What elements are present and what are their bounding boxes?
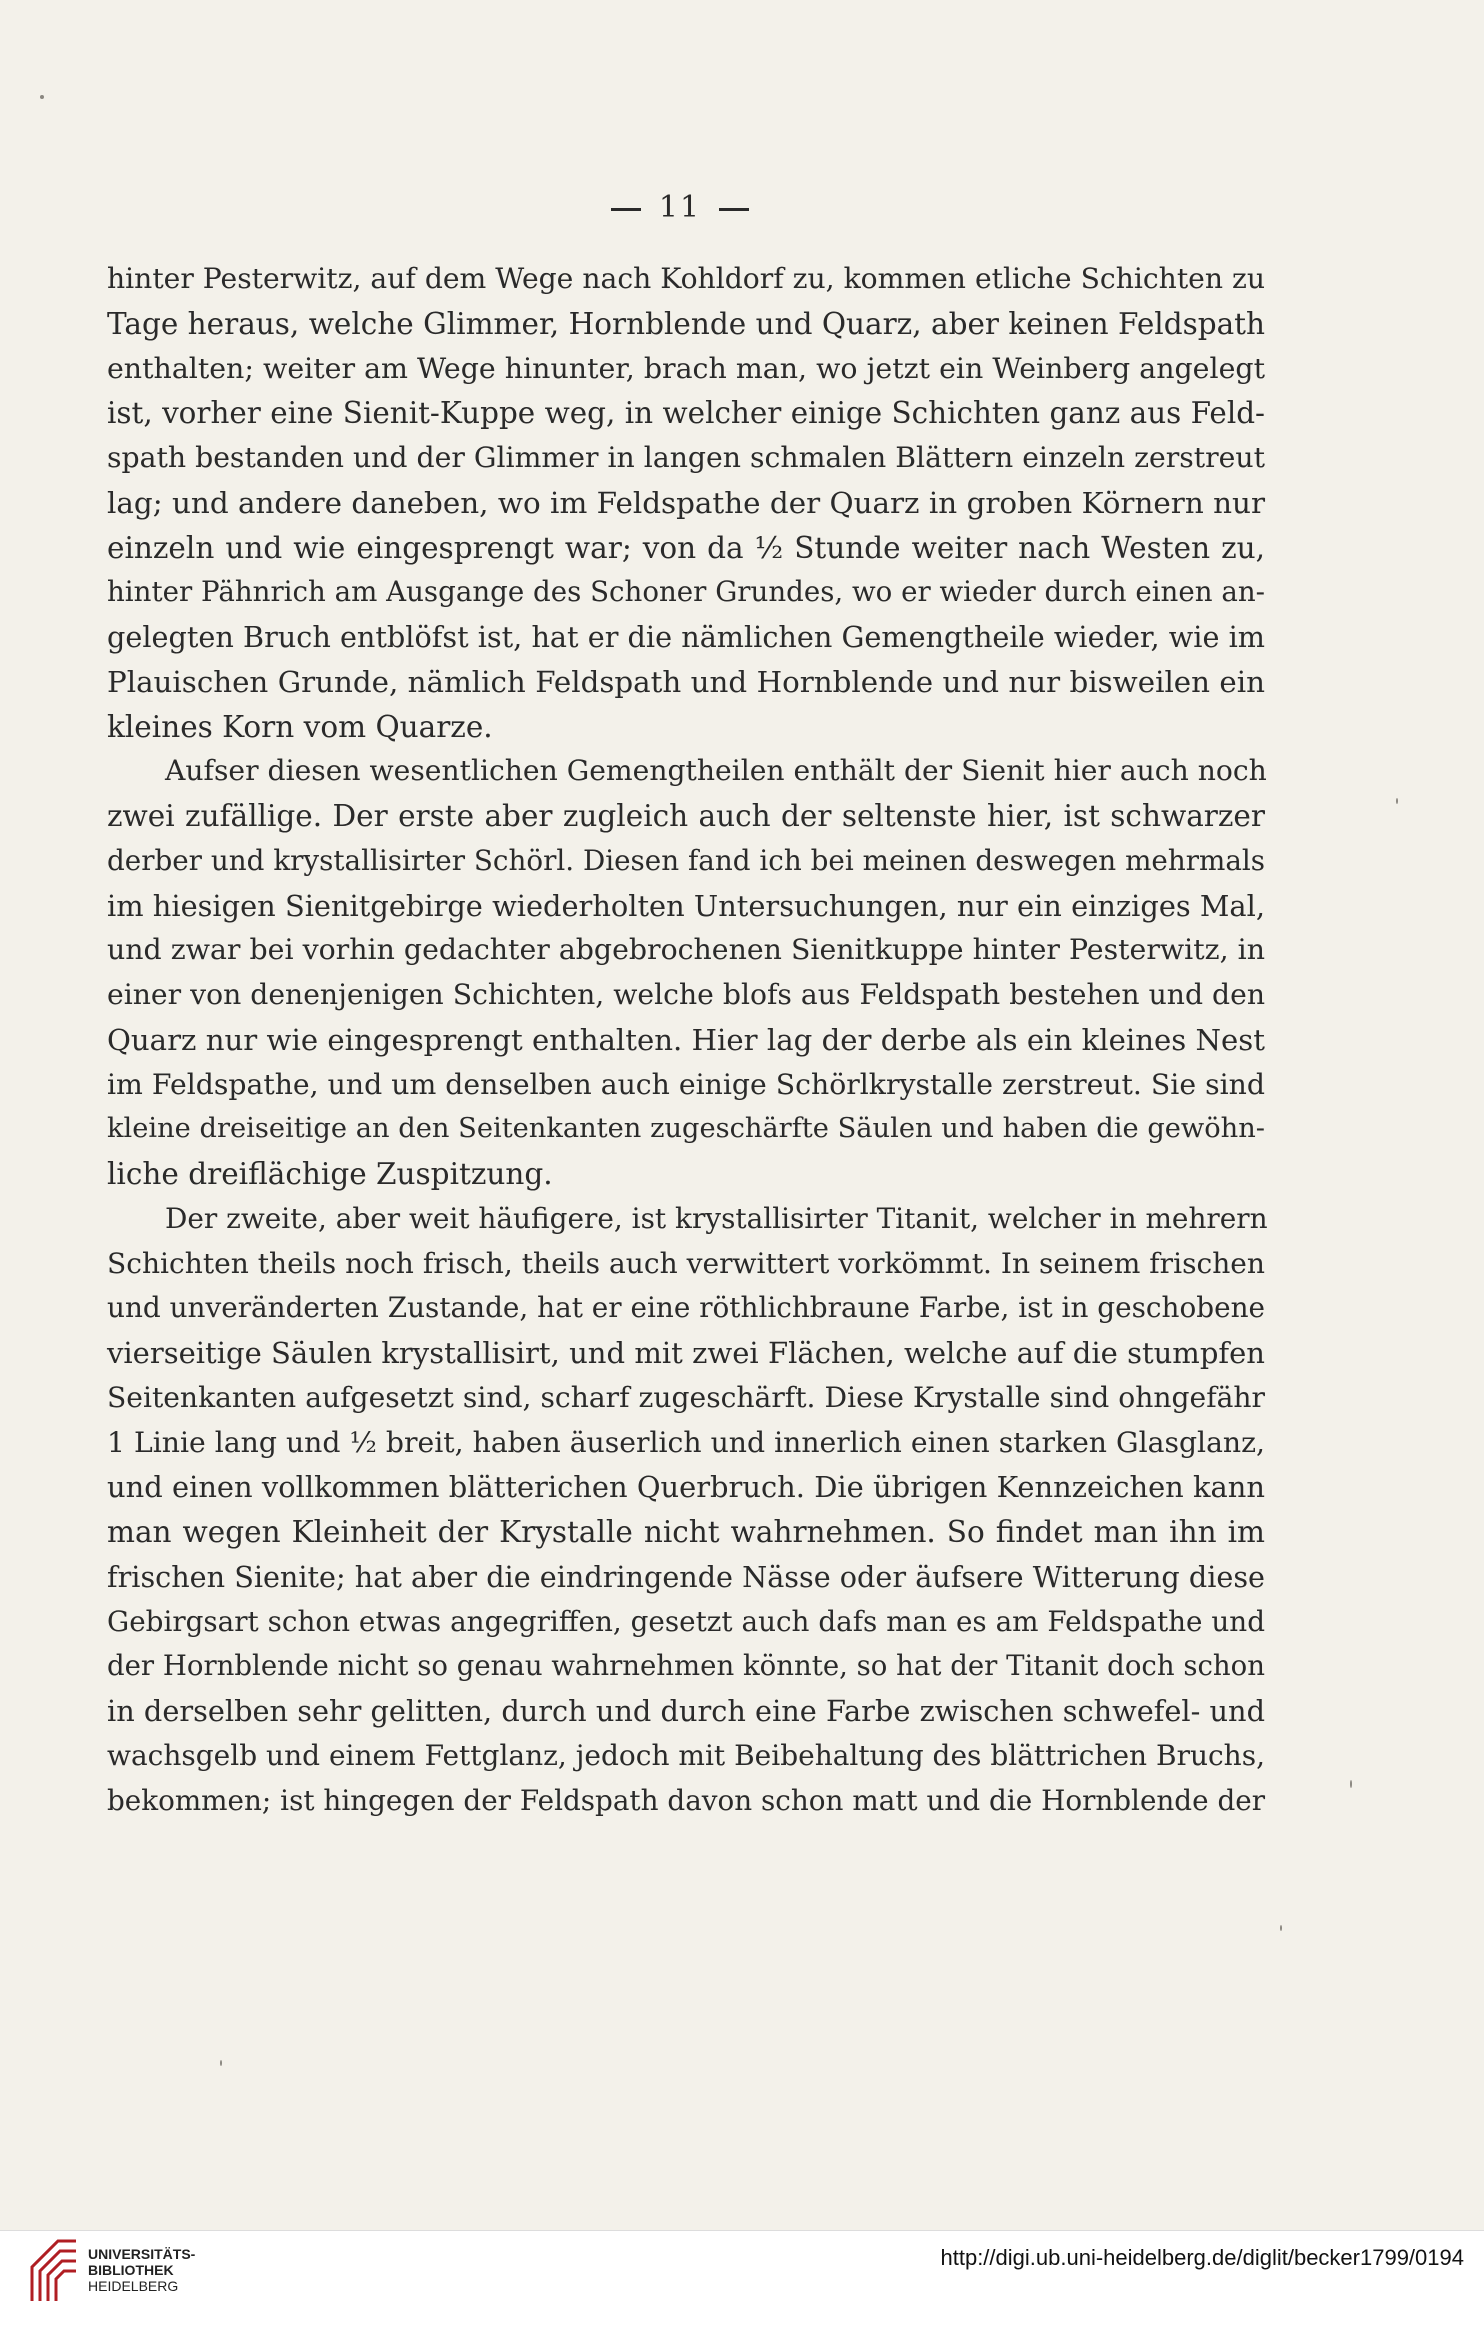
text-line: und zwar bei vorhin gedachter abgebrochenen Sienitkuppe hinter Pesterwitz, in bbox=[107, 933, 1265, 967]
paragraph bbox=[107, 257, 1265, 749]
text-line: Aufser diesen wesentlichen Gemengtheilen enthält der Sienit hier auch noch bbox=[165, 754, 1267, 788]
text-line: der Hornblende nicht so genau wahrnehmen könnte, so hat der Titanit doch schon bbox=[107, 1650, 1265, 1683]
text-line: hinter Pesterwitz, auf dem Wege nach Kohldorf zu, kommen etliche Schichten zu bbox=[107, 262, 1265, 295]
text-line: enthalten; weiter am Wege hinunter, brach man, wo jetzt ein Weinberg angelegt bbox=[107, 351, 1265, 385]
library-name-line: HEIDELBERG bbox=[88, 2278, 179, 2294]
footer-bar bbox=[0, 2230, 1484, 2333]
text-line: lag; und andere daneben, wo im Feldspathe der Quarz in groben Körnern nur bbox=[107, 485, 1265, 520]
text-line: einzeln und wie eingesprengt war; von da ½ Stunde weiter nach Westen zu, bbox=[107, 530, 1265, 565]
text-line: Der zweite, aber weit häufigere, ist krystallisirter Titanit, welcher in mehrern bbox=[165, 1201, 1268, 1235]
text-line: liche dreiflächige Zuspitzung. bbox=[107, 1157, 553, 1191]
text-line: frischen Sienite; hat aber die eindringende Nässe oder äufsere Witterung diese bbox=[107, 1559, 1265, 1594]
text-line: im hiesigen Sienitgebirge wiederholten Untersuchungen, nur ein einziges Mal, bbox=[107, 888, 1265, 923]
text-line: Plauischen Grunde, nämlich Feldspath und Hornblende und nur bisweilen ein bbox=[107, 664, 1265, 699]
text-line: kleines Korn vom Quarze. bbox=[107, 709, 493, 744]
text-line: gelegten Bruch entblöfst ist, hat er die nämlichen Gemengtheile wieder, wie im bbox=[107, 620, 1265, 654]
text-line: hinter Pähnrich am Ausgange des Schoner Grundes, wo er wieder durch einen an- bbox=[107, 575, 1265, 609]
text-line: Schichten theils noch frisch, theils auch verwittert vorkömmt. In seinem frischen bbox=[107, 1246, 1265, 1280]
page-number: 11 bbox=[580, 190, 780, 225]
paper-speck bbox=[1396, 798, 1398, 804]
text-line: spath bestanden und der Glimmer in langen schmalen Blättern einzeln zerstreut bbox=[107, 441, 1265, 474]
text-line: und unveränderten Zustande, hat er eine röthlichbraune Farbe, ist in geschobene bbox=[107, 1291, 1265, 1325]
body-text bbox=[107, 257, 1268, 1823]
paper-speck bbox=[1280, 1925, 1282, 1931]
text-line: 1 Linie lang und ½ breit, haben äuserlich und innerlich einen starken Glasglanz, bbox=[107, 1425, 1265, 1459]
text-line: Gebirgsart schon etwas angegriffen, gesetzt auch dafs man es am Feldspathe und bbox=[107, 1604, 1265, 1638]
text-line: und einen vollkommen blätterichen Querbruch. Die übrigen Kennzeichen kann bbox=[107, 1470, 1265, 1505]
text-line: wachsgelb und einem Fettglanz, jedoch mit Beibehaltung des blättrichen Bruchs, bbox=[107, 1738, 1265, 1772]
library-name-line: BIBLIOTHEK bbox=[88, 2262, 174, 2278]
text-line: in derselben sehr gelitten, durch und durch eine Farbe zwischen schwefel- und bbox=[107, 1694, 1265, 1728]
library-logo-icon bbox=[28, 2237, 80, 2305]
text-line: vierseitige Säulen krystallisirt, und mit zwei Flächen, welche auf die stumpfen bbox=[107, 1336, 1265, 1370]
text-line: man wegen Kleinheit der Krystalle nicht wahrnehmen. So findet man ihn im bbox=[107, 1515, 1265, 1549]
text-line: einer von denenjenigen Schichten, welche blofs aus Feldspath bestehen und den bbox=[107, 978, 1265, 1011]
paper-speck bbox=[220, 2060, 222, 2066]
text-line: Tage heraus, welche Glimmer, Hornblende und Quarz, aber keinen Feldspath bbox=[107, 306, 1265, 341]
text-line: kleine dreiseitige an den Seitenkanten zugeschärfte Säulen und haben die gewöhn- bbox=[107, 1113, 1265, 1145]
paper-speck bbox=[1350, 1780, 1352, 1788]
text-line: im Feldspathe, und um denselben auch einige Schörlkrystalle zerstreut. Sie sind bbox=[107, 1067, 1265, 1101]
library-name-line: UNIVERSITÄTS- bbox=[88, 2246, 196, 2262]
source-url-link[interactable]: http://digi.ub.uni-heidelberg.de/diglit/becker1799/0194 bbox=[940, 2245, 1464, 2270]
text-line: derber und krystallisirter Schörl. Diesen fand ich bei meinen deswegen mehrmals bbox=[107, 843, 1265, 877]
text-line: Quarz nur wie eingesprengt enthalten. Hier lag der derbe als ein kleines Nest bbox=[107, 1022, 1265, 1057]
library-name bbox=[88, 2246, 195, 2294]
text-line: Seitenkanten aufgesetzt sind, scharf zugeschärft. Diese Krystalle sind ohngefähr bbox=[107, 1380, 1265, 1414]
text-line: bekommen; ist hingegen der Feldspath davon schon matt und die Hornblende der bbox=[107, 1783, 1265, 1817]
paragraph bbox=[107, 1197, 1268, 1824]
paper-speck bbox=[40, 95, 44, 99]
text-line: ist, vorher eine Sienit-Kuppe weg, in welcher einige Schichten ganz aus Feld- bbox=[107, 396, 1265, 431]
text-line: zwei zufällige. Der erste aber zugleich auch der seltenste hier, ist schwarzer bbox=[107, 799, 1265, 833]
paragraph bbox=[107, 749, 1265, 1197]
